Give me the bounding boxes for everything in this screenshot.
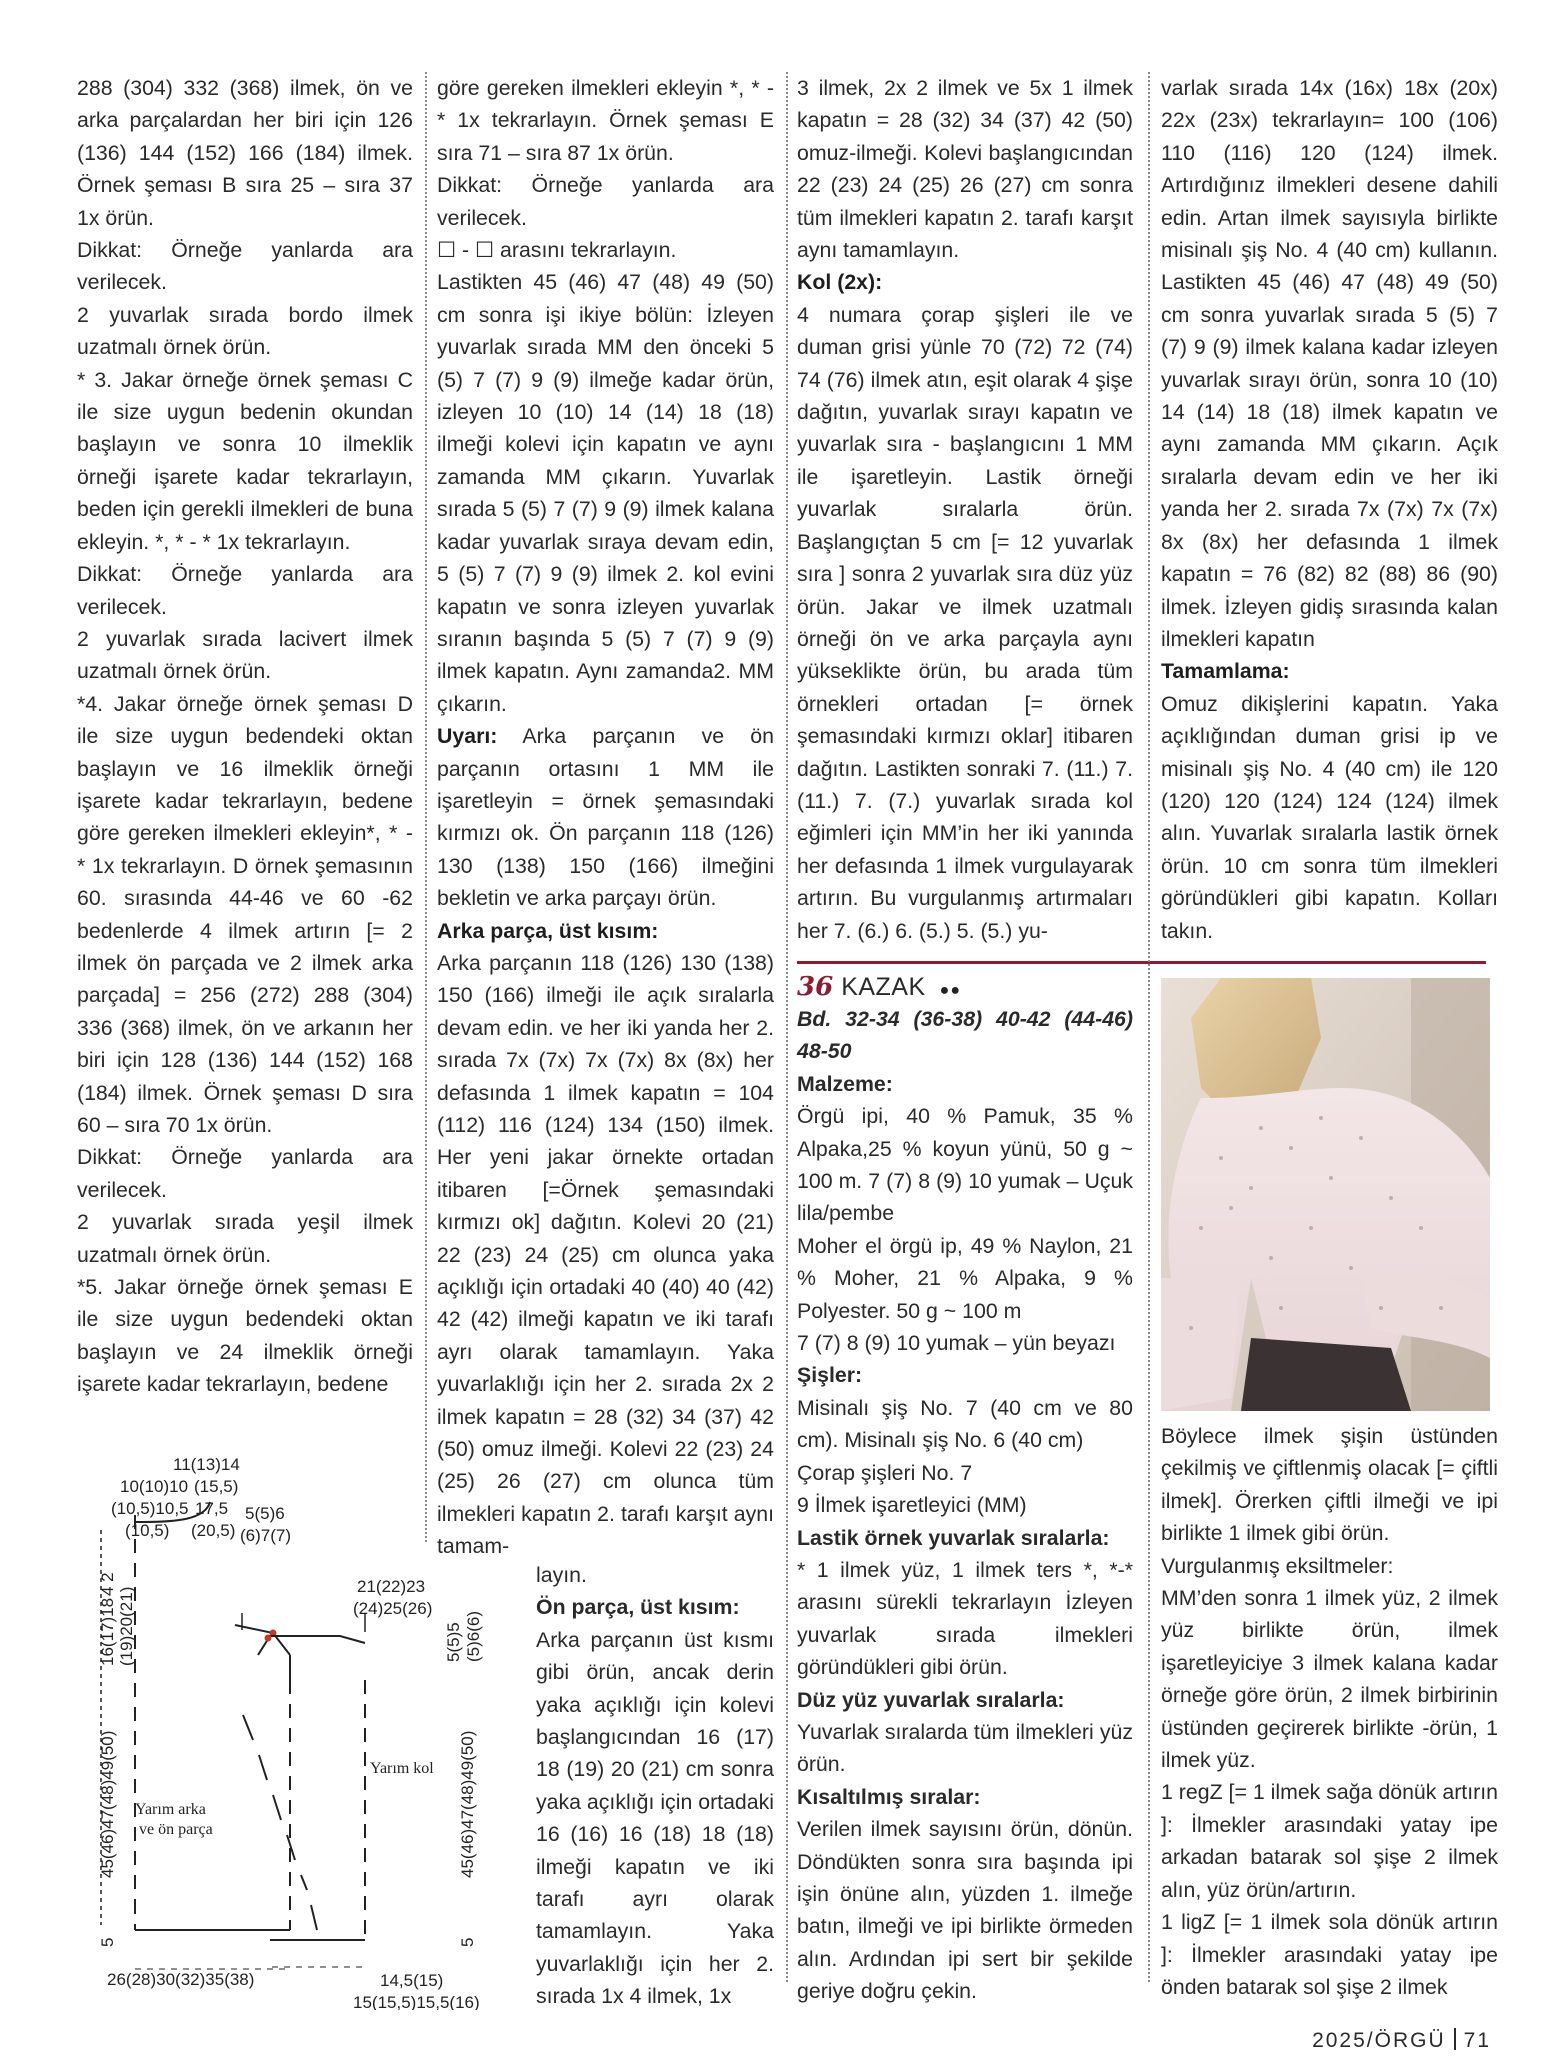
- body-label-2: ve ön parça: [139, 1821, 213, 1838]
- paragraph: Dikkat: Örneğe yanlarda ara verilecek.: [77, 562, 413, 619]
- paragraph: Misinalı şiş No. 7 (40 cm ve 80 cm). Misinalı şiş No. 6 (40 cm): [797, 1395, 1133, 1453]
- section-heading: Tamamlama:: [1161, 659, 1290, 684]
- paragraph: * 1 ilmek yüz, 1 ilmek ters *, *-* arasını sürekli tekrarlayın İzleyen yuvarlak sırada ilmekleri göründükleri gibi örün.: [797, 1557, 1133, 1680]
- dim-top-left-3: (10,5): [125, 1521, 170, 1540]
- size-range: Bd. 32-34 (36-38) 40-42 (44-46) 48-50: [797, 1007, 1133, 1064]
- paragraph: 2 yuvarlak sırada yeşil ilmek uzatmalı örnek örün.: [77, 1210, 413, 1267]
- sweater-photo: [1161, 978, 1490, 1411]
- paragraph: 2 yuvarlak sırada bordo ilmek uzatmalı örnek örün.: [77, 302, 413, 360]
- body-outline: [135, 1502, 290, 1930]
- text-column-4-lower: [1161, 1420, 1498, 2003]
- section-heading: Kısaltılmış sıralar:: [797, 1784, 981, 1809]
- paragraph: Arka parçanın üst kısmı gibi örün, ancak derin yaka açıklığı için kolevi başlangıcından 16 (17) 18 (19) 20 (21) cm sonra yaka açıklığı için ortadaki 16 (16) 16 (18) 18 (18) ilmeği kapatın ve iki tarafı ayrı olarak tamamlayın. Yaka yuvarlaklığı için her 2. sırada 1x 4 ilmek, 1x: [536, 1627, 774, 2009]
- column-divider: [425, 72, 427, 1542]
- paragraph: [536, 1591, 774, 1623]
- paragraph: Dikkat: Örneğe yanlarda ara verilecek.: [77, 238, 413, 295]
- pattern-number: 36: [797, 972, 834, 1002]
- paragraph: 4 numara çorap şişleri ile ve duman grisi yünle 70 (72) 72 (74) 74 (76) ilmek atın, eşit olarak 4 şişe dağıtın, yuvarlak sırayı kapatın ve yuvarlak sıra - başlangıcını 1 MM ile işaretleyin. Lastik örneği yuvarlak sıralarla örün. Başlangıçtan 5 cm [= 12 yuvarlak sıra ] sonra 2 yuvarlak sıra düz yüz örün. Jakar ve ilmek uzatmalı örneği ön ve arka parçayla aynı yükseklikte örün, bu arada tüm örnekleri ortadan [= örnek şemasındaki kırmızı oklar] itibaren dağıtın. Lastikten sonraki 7. (11.) 7. (11.) 7. (7.) yuvarlak sırada kol eğimleri için MM’in her iki yanında her defasında 1 ilmek vurgulayarak artırın. Bu vurgulanmış artırmaları her 7. (6.) 6. (5.) 5. (5.) yu-: [797, 302, 1133, 943]
- paragraph: Lastikten 45 (46) 47 (48) 49 (50) cm sonra işi ikiye bölün: İzleyen yuvarlak sırada MM den önceki 5 (5) 7 (7) 9 (9) ilmeğe kadar örün, izleyen 10 (10) 14 (14) 18 (18) ilmeği kolevi için kapatın ve aynı zamanda MM çıkarın. Yuvarlak sırada 5 (5) 7 (7) 9 (9) ilmek kalana kadar yuvarlak sıraya devam edin, 5 (5) 7 (7) 9 (9) ilmek 2. kol evini kapatın ve sonra izleyen yuvarlak sıranın başında 5 (5) 7 (7) 9 (9) ilmek kapatın. Aynı zamanda2. MM çıkarın.: [437, 270, 774, 716]
- dim-top-center-1: 11(13)14: [173, 1455, 240, 1474]
- dim-body-width: 26(28)30(32)35(38): [107, 1970, 255, 1989]
- page-number: 71: [1463, 2029, 1491, 2052]
- section-heading: Düz yüz yuvarlak sıralarla:: [797, 1687, 1065, 1712]
- paragraph: Böylece ilmek şişin üstünden çekilmiş ve çiftlenmiş olacak [= çiftli ilmek]. Örerken çiftli ilmeği ve ipi birlikte 1 ilmek gibi örün.: [1161, 1424, 1498, 1546]
- text-column-2: [437, 72, 774, 1563]
- paragraph: 288 (304) 332 (368) ilmek, ön ve arka parçalardan her biri için 126 (136) 144 (152) 166 (184) ilmek. Örnek şeması B sıra 25 – sıra 37 1x örün.: [77, 76, 413, 230]
- paragraph: [437, 915, 774, 947]
- dim-sleeve-bottom: 5: [458, 1937, 477, 1947]
- paragraph: layın.: [536, 1563, 587, 1587]
- paragraph: *5. Jakar örneğe örnek şeması E ile size uygun bedendeki oktan başlayın ve 24 ilmeklik örneği işarete kadar tekrarlayın, bedene: [77, 1275, 413, 1397]
- dim-sleeve-upper-1: 5(5)5: [444, 1622, 463, 1662]
- section-heading: Malzeme:: [797, 1071, 893, 1096]
- dim-left-upper: 16(17)18: [98, 1597, 117, 1666]
- dim-top-center-2: (15,5): [194, 1477, 239, 1496]
- paragraph: [797, 1522, 1133, 1554]
- column-divider: [786, 72, 788, 1982]
- section-rule: [797, 961, 1486, 964]
- magazine-issue: 2025/ÖRGÜ: [1312, 2029, 1446, 2052]
- paragraph: Arka parçanın 118 (126) 130 (138) 150 (166) ilmeği ile açık sıralarla devam edin. ve her iki yanda her 2. sırada 7x (7x) 7x (7x) 8x (8x) her defasında 1 ilmek kapatın = 104 (112) 116 (124) 134 (150) ilmek. Her yeni jakar örnekte ortadan itibaren [=Örnek şemasındaki kırmızı ok] dağıtın. Kolevi 20 (21) 22 (23) 24 (25) cm olunca yaka açıklığı için ortadaki 40 (40) 40 (42) 42 (42) ilmeği kapatın ve iki tarafı ayrı olarak tamamlayın. Yaka yuvarlaklığı için her 2. sırada 2x 2 ilmek kapatın = 28 (32) 34 (37) 42 (50) omuz ilmeği. Kolevi 22 (23) 24 (25) 26 (27) cm olunca tüm ilmekleri kapatın 2. tarafı karşıt aynı tamam-: [437, 950, 774, 1559]
- paragraph: * 3. Jakar örneğe örnek şeması C ile size uygun bedenin okundan başlayın ve sonra 10 ilmeklik örneği işarete kadar tekrarlayın, beden için gerekli ilmekleri de buna ekleyin. *, * - * 1x tekrarlayın.: [77, 367, 413, 554]
- dim-top-left-2: (10,5)10,5: [111, 1499, 189, 1518]
- dim-sleeve-lower: 45(46)47(48)49(50): [458, 1730, 477, 1878]
- dim-sleeve-upper-2: (5)6(6): [464, 1610, 483, 1662]
- pattern-title: KAZAK: [841, 973, 926, 1001]
- paragraph: [797, 1781, 1133, 1813]
- dim-sleeve-top-1: 21(22)23: [357, 1577, 426, 1596]
- section-heading: Lastik örnek yuvarlak sıralarla:: [797, 1525, 1110, 1550]
- paragraph: Omuz dikişlerini kapatın. Yaka açıklığından duman grisi ip ve misinalı şiş No. 4 (40 cm) ile 120 (120) 120 (124) 124 (124) ilmek alın. Yuvarlak sıralarla lastik örnek örün. 10 cm sonra tüm ilmekleri göründükleri gibi kapatın. Kolları takın.: [1161, 691, 1498, 943]
- kazak-instructions: [797, 1003, 1133, 2008]
- sleeve-label: Yarım kol: [370, 1760, 434, 1777]
- section-heading: Arka parça, üst kısım:: [437, 918, 659, 943]
- dim-top-right-2: (6)7(7): [240, 1526, 292, 1545]
- paragraph: [797, 266, 1133, 298]
- schematic-diagram: [95, 1410, 495, 2010]
- difficulty-dots: ●●: [939, 982, 961, 999]
- dim-top-right-1: 5(5)6: [245, 1504, 285, 1523]
- paragraph: 7 (7) 8 (9) 10 yumak – yün beyazı: [797, 1331, 1116, 1356]
- sleeve-outline: [243, 1635, 365, 1941]
- paragraph: [797, 1068, 1133, 1100]
- paragraph: Dikkat: Örneğe yanlarda ara verilecek.: [437, 173, 774, 230]
- section-heading: Şişler:: [797, 1363, 863, 1388]
- paragraph: varlak sırada 14x (16x) 18x (20x) 22x (23x) tekrarlayın= 100 (106) 110 (116) 120 (124) ilmek. Artırdığınız ilmekleri desene dahili edin. Artan ilmek sayısıyla birlikte misinalı şiş No. 4 (40 cm) kullanın. Lastikten 45 (46) 47 (48) 49 (50) cm sonra yuvarlak sırada 5 (5) 7 (7) 9 (9) ilmek kalana kadar izleyen yuvarlak sırayı örün, sonra 10 (10) 14 (14) 18 (18) ilmek kapatın ve aynı zamanda MM çıkarın. Açık sıralarla devam edin ve her iki yanda her 2. sırada 7x (7x) 7x (7x) 8x (8x) her defasında 1 ilmek kapatın = 76 (82) 82 (88) 86 (90) ilmek. İzleyen gidiş sırasında kalan ilmekleri kapatın: [1161, 76, 1498, 651]
- paragraph: Örgü ipi, 40 % Pamuk, 35 % Alpaka,25 % koyun yünü, 50 g ~ 100 m. 7 (7) 8 (9) 10 yumak – Uçuk lila/pembe: [797, 1104, 1133, 1226]
- paragraph: Vurgulanmış eksiltmeler:: [1161, 1553, 1394, 1578]
- dim-left-upper-2: (19)20(21): [117, 1586, 136, 1666]
- section-heading: Ön parça, üst kısım:: [536, 1595, 740, 1620]
- paragraph: Yuvarlak sıralarda tüm ilmekleri yüz örün.: [797, 1719, 1133, 1777]
- text-column-3: [797, 72, 1133, 947]
- body-label-1: Yarım arka: [135, 1801, 206, 1818]
- column-divider: [1148, 72, 1150, 1982]
- dim-sleeve-width-2: 15(15,5)15,5(16): [353, 1993, 480, 2010]
- paragraph: *4. Jakar örneğe örnek şeması D ile size uygun bedendeki oktan başlayın ve 16 ilmeklik örneği işarete kadar tekrarlayın, bedene göre gereken ilmekleri ekleyin*, * - * 1x tekrarlayın. D örnek şemasının 60. sırasında 44-46 ve 60 -62 bedenlerde 4 ilmek artırın [= 2 ilmek ön parçada ve 2 ilmek arka parçada] = 256 (272) 288 (304) 336 (368) ilmek, ön ve arkanın her biri için 128 (136) 144 (152) 168 (184) ilmek. Örnek şeması D sıra 60 – sıra 70 1x örün.: [77, 691, 413, 1137]
- paragraph: [797, 1359, 1133, 1391]
- kazak-heading: [797, 972, 961, 1006]
- paragraph: [797, 1684, 1133, 1716]
- dim-sleeve-width-1: 14,5(15): [380, 1971, 444, 1990]
- paragraph: 1 ligZ [= 1 ilmek sola dönük artırın ]: İlmekler arasındaki yatay ipe önden batarak sol şişe 2 ilmek: [1161, 1910, 1498, 1999]
- paragraph: Moher el örgü ip, 49 % Naylon, 21 % Moher, 21 % Alpaka, 9 % Polyester. 50 g ~ 100 m: [797, 1233, 1133, 1323]
- paragraph: [1161, 655, 1498, 687]
- paragraph: MM’den sonra 1 ilmek yüz, 2 ilmek yüz birlikte örün, ilmek işaretleyiciye 3 ilmek kalana kadar örneğe göre örün, 2 ilmek birbirinin üstünden geçirerek birlikte -örün, 1 ilmek yüz.: [1161, 1586, 1498, 1773]
- paragraph-text: Arka parçanın ve ön parçanın ortasını 1 MM ile işaretleyin = örnek şemasındaki kırmızı ok. Ön parçanın 118 (126) 130 (138) 150 (166) ilmeğini bekletin ve arka parçayı örün.: [437, 724, 774, 911]
- paragraph: [437, 720, 774, 914]
- paragraph: göre gereken ilmekleri ekleyin *, * - * 1x tekrarlayın. Örnek şeması E sıra 71 – sıra 87 1x örün.: [437, 76, 774, 165]
- paragraph: 2 yuvarlak sırada lacivert ilmek uzatmalı örnek örün.: [77, 626, 413, 684]
- text-column-1: [77, 72, 413, 1401]
- dim-top-left-1: 10(10)10: [120, 1477, 189, 1496]
- paragraph: Çorap şişleri No. 7: [797, 1460, 973, 1485]
- dim-left-lower: 45(46)47(48)49(50): [98, 1730, 117, 1878]
- paragraph: 9 İlmek işaretleyici (MM): [797, 1493, 1027, 1518]
- dim-left-small: 4 2: [98, 1572, 117, 1596]
- dim-top-center-3: 17,5: [195, 1499, 229, 1518]
- dim-left-bottom: 5: [98, 1937, 117, 1947]
- paragraph: Verilen ilmek sayısını örün, dönün. Döndükten sonra sıra başında ipi işin önüne alın, yüzden 1. ilmeğe batın, ilmeği ve ipi birlikte örmeden alın. Ardından ipi sert bir şekilde geriye doğru çekin.: [797, 1817, 1133, 2004]
- dim-top-center-4: (20,5): [191, 1521, 236, 1540]
- paragraph: Dikkat: Örneğe yanlarda ara verilecek.: [77, 1145, 413, 1202]
- paragraph: 1 regZ [= 1 ilmek sağa dönük artırın ]: İlmekler arasındaki yatay ipe arkadan batarak sol şişe 2 ilmek alın, yüz örün/artırın.: [1161, 1780, 1498, 1902]
- page-footer: [1312, 2028, 1491, 2053]
- footer-divider: [1454, 2028, 1456, 2050]
- section-heading: Uyarı:: [437, 724, 498, 749]
- text-column-4: [1161, 72, 1498, 947]
- dim-sleeve-top-2: (24)25(26): [353, 1599, 433, 1618]
- paragraph: 3 ilmek, 2x 2 ilmek ve 5x 1 ilmek kapatın = 28 (32) 34 (37) 42 (50) omuz-ilmeği. Kolevi başlangıcından 22 (23) 24 (25) 26 (27) cm sonra tüm ilmekleri kapatın 2. tarafı karşıt aynı tamamlayın.: [797, 76, 1133, 263]
- paragraph: ☐ - ☐ arasını tekrarlayın.: [437, 238, 677, 263]
- section-heading: Kol (2x):: [797, 270, 883, 295]
- text-column-2-lower: [536, 1559, 774, 2013]
